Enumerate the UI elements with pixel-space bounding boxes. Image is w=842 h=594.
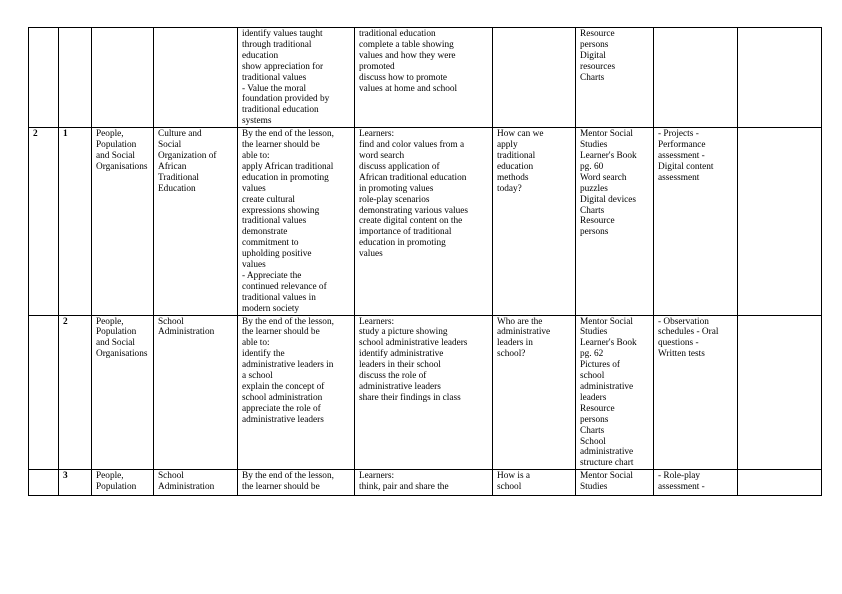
cell-line: education in promoting — [242, 172, 329, 183]
week-cell — [29, 28, 59, 128]
cell-line: create cultural — [242, 194, 295, 205]
sub-strand-cell — [154, 128, 238, 315]
cell-line: School — [158, 316, 184, 327]
cell-line: People, — [96, 471, 124, 482]
cell-line: - Projects - — [658, 129, 699, 140]
cell-line: education in promoting — [359, 238, 446, 249]
cell-line: school — [497, 482, 522, 493]
cell-line: Learners: — [359, 129, 395, 140]
cell-line: traditional values — [242, 216, 307, 227]
cell-line: Mentor Social — [580, 316, 633, 327]
learning-experiences-cell — [355, 128, 493, 315]
cell-line: - Value the moral — [242, 83, 307, 94]
cell-line: Studies — [580, 327, 608, 338]
lesson-cell — [59, 28, 92, 128]
cell-line: create digital content on the — [359, 216, 463, 227]
strand-cell — [92, 28, 154, 128]
cell-line: traditional education — [242, 105, 319, 116]
cell-line: Education — [158, 183, 196, 194]
cell-line: Charts — [580, 72, 605, 83]
cell-line: How is a — [497, 471, 531, 482]
learning-outcomes-cell — [238, 470, 355, 496]
cell-line: promoted — [359, 61, 395, 72]
cell-line: able to: — [242, 150, 270, 161]
week-cell — [29, 470, 59, 496]
cell-line: - Observation — [658, 316, 709, 327]
cell-line: Studies — [580, 140, 608, 151]
cell-line: school? — [497, 349, 526, 360]
cell-line: schedules - Oral — [658, 327, 719, 338]
cell-line: structure chart — [580, 458, 634, 469]
sub-strand-cell — [154, 470, 238, 496]
cell-line: administrative leaders in — [242, 360, 334, 371]
cell-line: People, — [96, 316, 124, 327]
table-row — [29, 315, 822, 470]
learning-outcomes-cell — [238, 28, 355, 128]
cell-line: People, — [96, 129, 124, 140]
assessment-cell — [654, 315, 738, 470]
cell-line: identify the — [242, 349, 285, 360]
learning-outcomes-cell — [238, 315, 355, 470]
learning-resources-cell — [576, 128, 654, 315]
cell-line: leaders — [580, 392, 607, 403]
cell-line: Studies — [580, 482, 608, 493]
cell-line: administrative — [580, 447, 634, 458]
cell-line: leaders in — [497, 338, 533, 349]
cell-line: traditional values in — [242, 292, 316, 303]
cell-line: Written tests — [658, 349, 705, 360]
cell-line: and Social — [96, 338, 135, 349]
cell-line: values at home and school — [359, 83, 458, 94]
cell-line: Social — [158, 140, 182, 151]
strand-cell — [92, 128, 154, 315]
cell-line: importance of traditional — [359, 227, 452, 238]
cell-line: By the end of the lesson, — [242, 316, 334, 327]
learning-outcomes-cell — [238, 128, 355, 315]
cell-line: Mentor Social — [580, 129, 633, 140]
cell-line: continued relevance of — [242, 281, 327, 292]
cell-line: show appreciation for — [242, 61, 324, 72]
learning-experiences-cell — [355, 470, 493, 496]
cell-line: school — [580, 371, 605, 382]
cell-line: pg. 62 — [580, 349, 604, 360]
cell-line: expressions showing — [242, 205, 320, 216]
cell-line: traditional education — [359, 29, 436, 39]
cell-line: Organization of — [158, 150, 217, 161]
remarks-cell — [738, 315, 822, 470]
cell-line: pg. 60 — [580, 161, 604, 172]
cell-line: modern society — [242, 303, 300, 314]
cell-line: today? — [497, 183, 522, 194]
cell-line: education — [242, 50, 279, 61]
cell-line: Learner's Book — [580, 338, 637, 349]
cell-line: Culture and — [158, 129, 202, 140]
cell-line: apply African traditional — [242, 161, 334, 172]
cell-line: School — [158, 471, 184, 482]
cell-line: puzzles — [580, 183, 608, 194]
remarks-cell — [738, 28, 822, 128]
scheme-of-work-table — [28, 27, 822, 496]
lesson-cell — [59, 315, 92, 470]
cell-line: demonstrate — [242, 227, 288, 238]
cell-line: persons — [580, 39, 609, 50]
cell-line: Performance — [658, 140, 706, 151]
cell-line: upholding positive — [242, 249, 312, 260]
cell-line: persons — [580, 227, 609, 238]
cell-line: identify administrative — [359, 349, 444, 360]
table-body — [29, 28, 822, 496]
table-row — [29, 470, 822, 496]
cell-line: the learner should be — [242, 482, 320, 493]
cell-line: Administration — [158, 482, 215, 493]
cell-line: demonstrating various values — [359, 205, 468, 216]
sub-strand-cell — [154, 315, 238, 470]
cell-line: Learners: — [359, 316, 395, 327]
cell-line: systems — [242, 116, 272, 127]
cell-line: administrative leaders — [359, 382, 441, 392]
learning-resources-cell — [576, 28, 654, 128]
cell-line: education — [497, 161, 534, 172]
assessment-cell — [654, 128, 738, 315]
strand-cell — [92, 470, 154, 496]
learning-resources-cell — [576, 470, 654, 496]
cell-line: values — [242, 183, 266, 194]
assessment-cell — [654, 28, 738, 128]
remarks-cell — [738, 128, 822, 315]
cell-line: Population — [96, 482, 137, 493]
cell-line: Digital devices — [580, 194, 637, 205]
inquiry-question-cell — [493, 28, 576, 128]
cell-line: By the end of the lesson, — [242, 129, 334, 140]
cell-line: administrative — [497, 327, 551, 338]
cell-line: discuss application of — [359, 161, 440, 172]
cell-line: resources — [580, 61, 616, 72]
cell-line: school administration — [242, 392, 323, 403]
strand-cell — [92, 315, 154, 470]
cell-line: African traditional education — [359, 172, 467, 183]
cell-line: administrative — [580, 382, 634, 392]
cell-line: Digital content — [658, 161, 714, 172]
cell-line: foundation provided by — [242, 94, 330, 105]
table-row — [29, 28, 822, 128]
cell-line: Digital — [580, 50, 606, 61]
cell-line: through traditional — [242, 39, 312, 50]
cell-line: appreciate the role of — [242, 403, 321, 414]
cell-line: Learner's Book — [580, 150, 637, 161]
cell-line: the learner should be — [242, 140, 320, 151]
cell-line: discuss the role of — [359, 371, 427, 382]
table-row — [29, 128, 822, 315]
lesson-cell — [59, 128, 92, 315]
cell-line: explain the concept of — [242, 382, 325, 392]
inquiry-question-cell — [493, 470, 576, 496]
cell-line: share their findings in class — [359, 392, 461, 403]
assessment-cell — [654, 470, 738, 496]
sub-strand-cell — [154, 28, 238, 128]
cell-line: assessment - — [658, 150, 705, 161]
cell-line: Organisations — [96, 161, 148, 172]
cell-line: administrative leaders — [242, 414, 324, 425]
cell-line: School — [580, 436, 606, 447]
cell-line: traditional — [497, 150, 536, 161]
cell-line: discuss how to promote — [359, 72, 448, 83]
cell-line: persons — [580, 414, 609, 425]
cell-line: Resource — [580, 216, 615, 227]
week-cell — [29, 128, 59, 315]
cell-line: school administrative leaders — [359, 338, 468, 349]
lesson-cell — [59, 470, 92, 496]
cell-text: 3 — [63, 471, 68, 482]
cell-line: methods — [497, 172, 529, 183]
cell-line: identify values taught — [242, 29, 323, 39]
cell-line: the learner should be — [242, 327, 320, 338]
cell-line: Organisations — [96, 349, 148, 360]
cell-line: - Appreciate the — [242, 270, 302, 281]
cell-line: African — [158, 161, 187, 172]
inquiry-question-cell — [493, 128, 576, 315]
cell-line: study a picture showing — [359, 327, 448, 338]
cell-line: Who are the — [497, 316, 543, 327]
cell-line: values — [359, 249, 383, 260]
cell-line: leaders in their school — [359, 360, 441, 371]
cell-line: Population — [96, 327, 137, 338]
cell-line: Traditional — [158, 172, 199, 183]
cell-text: 2 — [63, 316, 68, 327]
cell-line: assessment — [658, 172, 700, 183]
cell-line: values — [242, 260, 266, 271]
cell-line: role-play scenarios — [359, 194, 430, 205]
cell-line: Resource — [580, 403, 615, 414]
cell-line: complete a table showing — [359, 39, 454, 50]
cell-line: - Role-play — [658, 471, 701, 482]
cell-line: How can we — [497, 129, 544, 140]
learning-experiences-cell — [355, 28, 493, 128]
cell-line: find and color values from a — [359, 140, 465, 151]
cell-text: 2 — [33, 129, 38, 140]
cell-line: Administration — [158, 327, 215, 338]
cell-line: questions - — [658, 338, 699, 349]
cell-line: Word search — [580, 172, 627, 183]
inquiry-question-cell — [493, 315, 576, 470]
cell-line: Population — [96, 140, 137, 151]
cell-line: assessment - — [658, 482, 705, 493]
cell-text: 1 — [63, 129, 68, 140]
cell-line: able to: — [242, 338, 270, 349]
cell-line: and Social — [96, 150, 135, 161]
cell-line: traditional values — [242, 72, 307, 83]
cell-line: in promoting values — [359, 183, 434, 194]
learning-experiences-cell — [355, 315, 493, 470]
cell-line: By the end of the lesson, — [242, 471, 334, 482]
remarks-cell — [738, 470, 822, 496]
cell-line: Learners: — [359, 471, 395, 482]
learning-resources-cell — [576, 315, 654, 470]
cell-line: Charts — [580, 205, 605, 216]
cell-line: Resource — [580, 29, 615, 39]
cell-line: apply — [497, 140, 518, 151]
week-cell — [29, 315, 59, 470]
cell-line: a school — [242, 371, 273, 382]
cell-line: think, pair and share the — [359, 482, 449, 493]
cell-line: Mentor Social — [580, 471, 633, 482]
cell-line: Charts — [580, 425, 605, 436]
cell-line: Pictures of — [580, 360, 621, 371]
cell-line: word search — [359, 150, 405, 161]
cell-line: values and how they were — [359, 50, 456, 61]
cell-line: commitment to — [242, 238, 299, 249]
